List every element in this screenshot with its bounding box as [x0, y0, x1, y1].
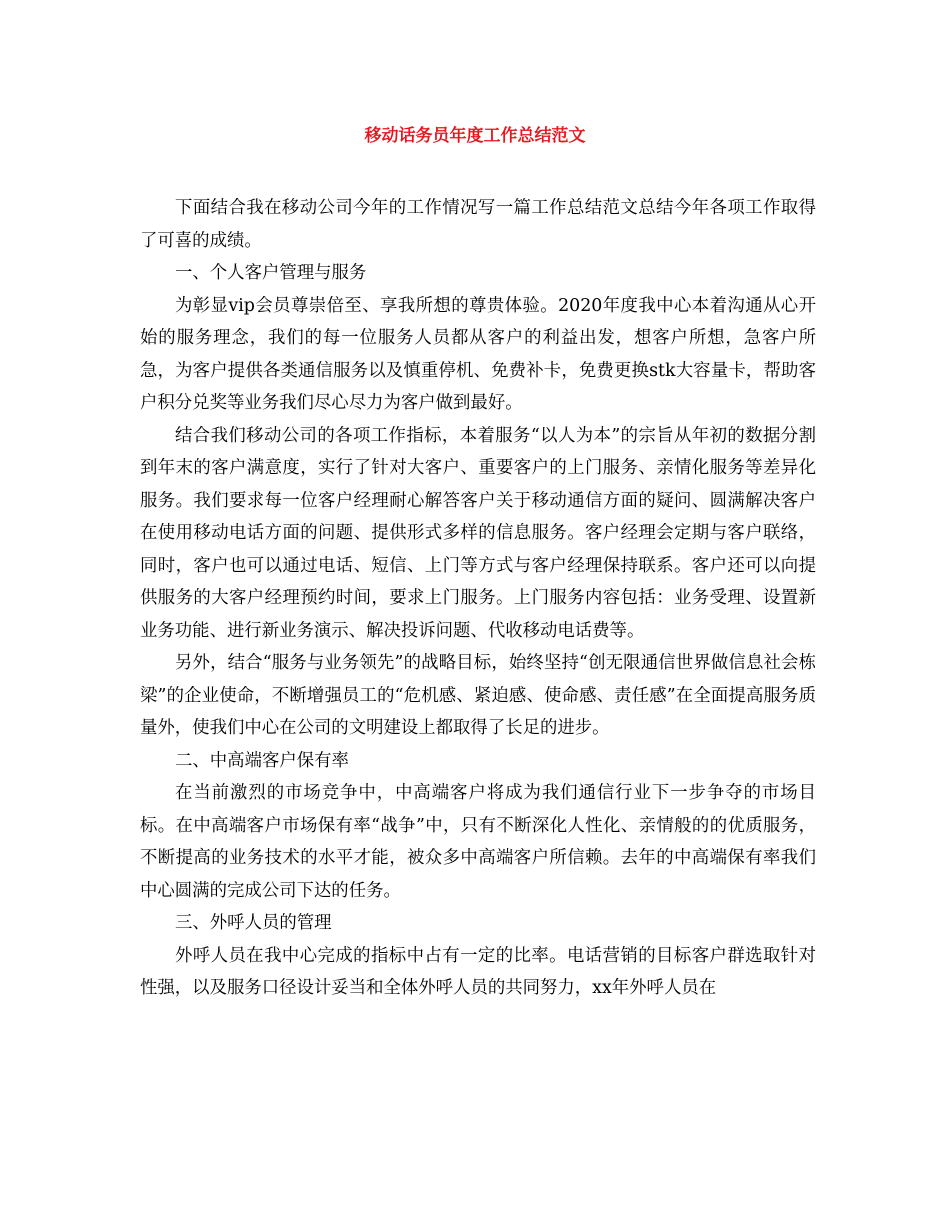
section-heading-3: 三、外呼人员的管理	[175, 913, 332, 933]
document-body	[140, 192, 816, 1005]
document-title: 移动话务员年度工作总结范文	[364, 126, 586, 146]
intro-paragraph: 下面结合我在移动公司今年的工作情况写一篇工作总结范文总结今年各项工作取得了可喜的成绩。	[140, 198, 816, 251]
body-paragraph: 在当前激烈的市场竞争中，中高端客户将成为我们通信行业下一步争夺的市场目标。在中高端客户市场保有率“战争”中，只有不断深化人性化、亲情般的的优质服务，不断提高的业务技术的水平才能，被众多中高端客户所信赖。去年的中高端保有率我们中心圆满的完成公司下达的任务。	[140, 783, 816, 901]
body-paragraph: 为彰显vip会员尊崇倍至、享我所想的尊贵体验。2020年度我中心本着沟通从心开始的服务理念，我们的每一位服务人员都从客户的利益出发，想客户所想，急客户所急，为客户提供各类通信服务以及慎重停机、免费补卡，免费更换stk大容量卡，帮助客户积分兑奖等业务我们尽心尽力为客户做到最好。	[140, 295, 816, 413]
section-heading-2: 二、中高端客户保有率	[175, 750, 349, 771]
body-paragraph: 另外，结合“服务与业务领先”的战略目标，始终坚持“创无限通信世界做信息社会栋梁”的企业使命，不断增强员工的“危机感、紧迫感、使命感、责任感”在全面提高服务质量外，使我们中心在公司的文明建设上都取得了长足的进步。	[140, 653, 816, 738]
body-paragraph: 结合我们移动公司的各项工作指标，本着服务“以人为本”的宗旨从年初的数据分割到年末的客户满意度，实行了针对大客户、重要客户的上门服务、亲情化服务等差异化服务。我们要求每一位客户经理耐心解答客户关于移动通信方面的疑问、圆满解决客户在使用移动电话方面的问题、提供形式多样的信息服务。客户经理会定期与客户联络，同时，客户也可以通过电话、短信、上门等方式与客户经理保持联系。客户还可以向提供服务的大客户经理预约时间，要求上门服务。上门服务内容包括：业务受理、设置新业务功能、进行新业务演示、解决投诉问题、代收移动电话费等。	[140, 425, 816, 641]
body-paragraph: 外呼人员在我中心完成的指标中占有一定的比率。电话营销的目标客户群选取针对性强，以及服务口径设计妥当和全体外呼人员的共同努力，xx年外呼人员在	[140, 945, 816, 998]
section-heading-1: 一、个人客户管理与服务	[175, 263, 367, 283]
